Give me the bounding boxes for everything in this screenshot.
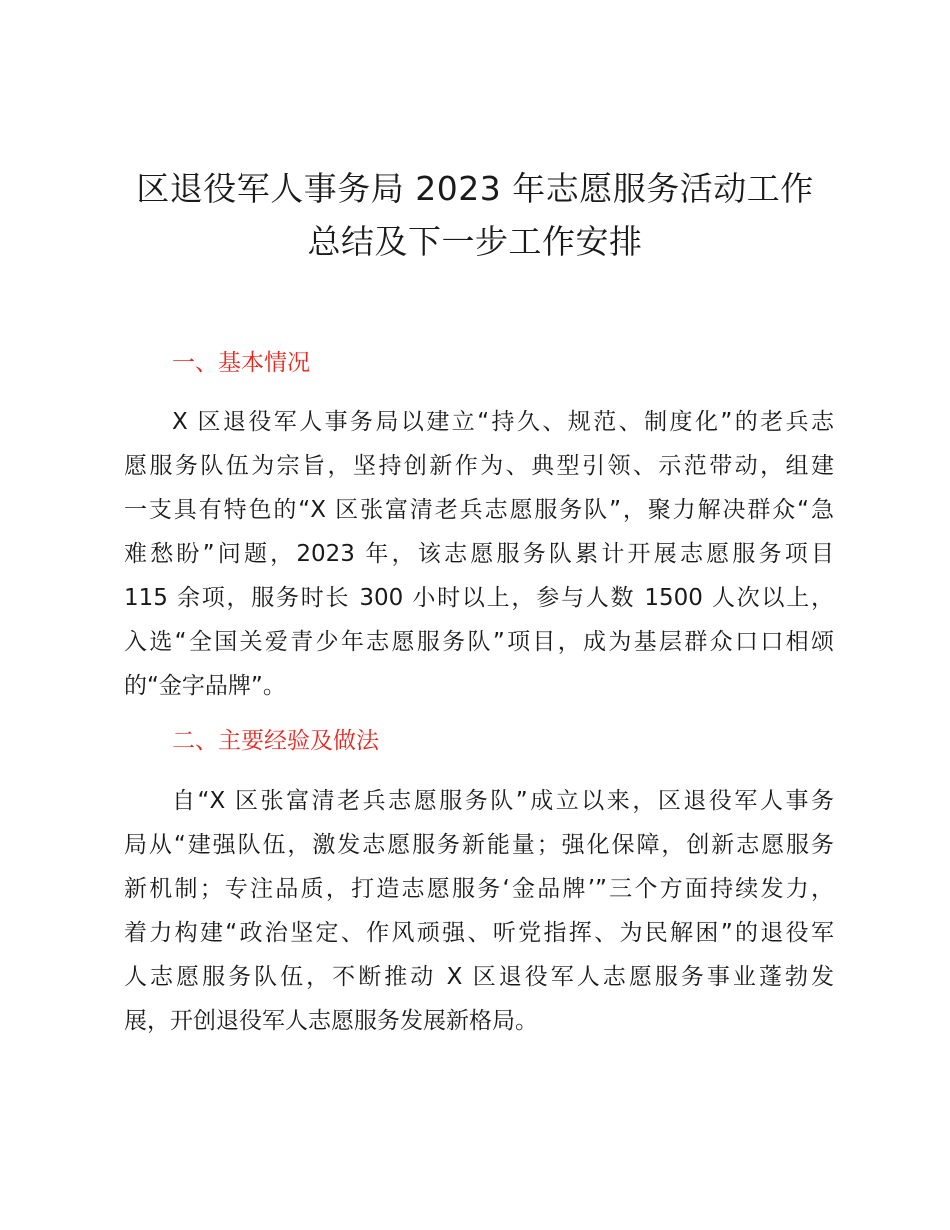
- section-2-line: 自“X 区张富清老兵志愿服务队”成立以来，区退役军人事务: [172, 788, 834, 814]
- section-2-line: 新机制；专注品质，打造志愿服务‘金品牌’”三个方面持续发力，: [124, 876, 834, 902]
- section-2-line: 人志愿服务队伍，不断推动 X 区退役军人志愿服务事业蓬勃发: [124, 964, 834, 990]
- section-2-heading: 二、主要经验及做法: [172, 728, 379, 754]
- section-1-line: 难愁盼”问题，2023 年，该志愿服务队累计开展志愿服务项目: [124, 541, 834, 567]
- section-1-line: 一支具有特色的“X 区张富清老兵志愿服务队”，聚力解决群众“急: [124, 497, 834, 523]
- section-1-line: 愿服务队伍为宗旨，坚持创新作为、典型引领、示范带动，组建: [124, 453, 834, 479]
- section-1-line: 入选“全国关爱青少年志愿服务队”项目，成为基层群众口口相颂: [124, 629, 834, 655]
- section-1-line: X 区退役军人事务局以建立“持久、规范、制度化”的老兵志: [172, 409, 834, 435]
- document-title-line-1: 区退役军人事务局 2023 年志愿服务活动工作: [136, 169, 814, 208]
- document-title-line-2: 总结及下一步工作安排: [307, 222, 643, 261]
- section-1-heading: 一、基本情况: [172, 350, 310, 376]
- section-2-line: 局从“建强队伍，激发志愿服务新能量；强化保障，创新志愿服务: [124, 832, 834, 858]
- section-2-line: 展，开创退役军人志愿服务发展新格局。: [124, 1008, 538, 1034]
- section-2-line: 着力构建“政治坚定、作风顽强、听党指挥、为民解困”的退役军: [124, 920, 834, 946]
- section-1-line: 115 余项，服务时长 300 小时以上，参与人数 1500 人次以上，: [124, 585, 834, 611]
- section-1-line: 的“金字品牌”。: [124, 673, 286, 699]
